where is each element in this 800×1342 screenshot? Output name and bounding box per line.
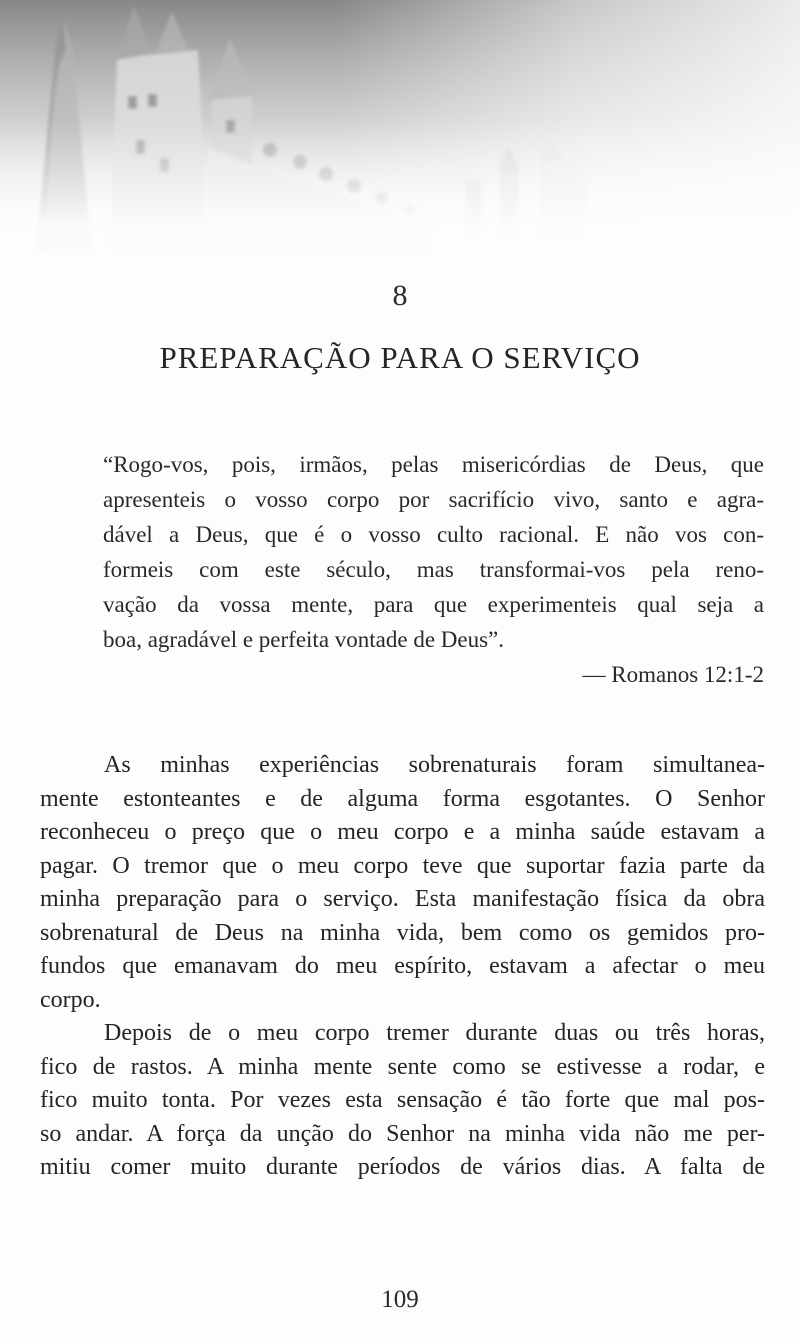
quote-line: formeis com este século, mas transformai-vos pela reno- [103,557,764,582]
quote-attribution: — Romanos 12:1-2 [582,662,764,687]
body-line: As minhas experiências sobrenaturais foram simultanea- [104,752,765,778]
body-line: Depois de o meu corpo tremer durante duas ou três horas, [104,1020,765,1046]
body-line: sobrenatural de Deus na minha vida, bem como os gemidos pro- [40,919,765,946]
body-line: minha preparação para o serviço. Esta manifestação física da obra [40,886,765,912]
quote-line: apresenteis o vosso corpo por sacrifício vivo, santo e agra- [103,487,764,512]
chapter-number: 8 [392,279,408,312]
body-line: fico muito tonta. Por vezes esta sensação é tão forte que mal pos- [40,1087,765,1113]
body-line: mente estonteantes e de alguma forma esgotantes. O Senhor [40,785,765,812]
body-line: corpo. [40,986,101,1013]
castle-photo [0,0,800,272]
body-line: so andar. A força da unção do Senhor na minha vida não me per- [40,1120,765,1147]
quote-line: vação da vossa mente, para que experimenteis qual seja a [103,592,764,617]
quote-line: dável a Deus, que é o vosso culto racional. E não vos con- [103,522,764,547]
page-number: 109 [381,1286,419,1313]
body-line: pagar. O tremor que o meu corpo teve que suportar fazia parte da [40,852,765,879]
quote-line: “Rogo-vos, pois, irmãos, pelas misericórdias de Deus, que [103,452,764,477]
chapter-title: PREPARAÇÃO PARA O SERVIÇO [159,340,641,375]
quote-line: boa, agradável e perfeita vontade de Deus”. [103,627,505,652]
scripture-quote [103,447,764,692]
body-line: fico de rastos. A minha mente sente como se estivesse a rodar, e [40,1053,765,1080]
body-line: reconheceu o preço que o meu corpo e a minha saúde estavam a [40,819,765,845]
body-line: fundos que emanavam do meu espírito, estavam a afectar o meu [40,953,765,979]
castle-photo-graphic [0,0,800,272]
body-text [40,749,765,1185]
body-line: mitiu comer muito durante períodos de vários dias. A falta de [40,1154,765,1180]
